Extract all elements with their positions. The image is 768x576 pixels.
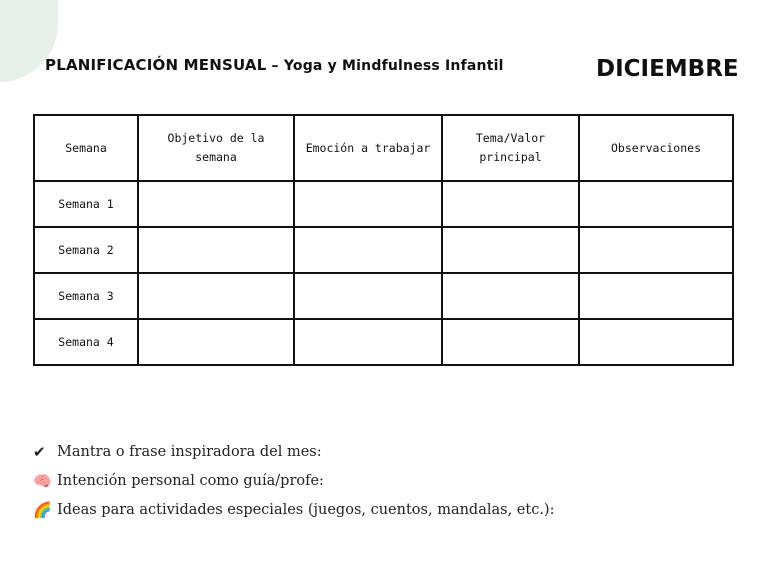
title-sub: – Yoga y Mindfulness Infantil [266, 58, 504, 74]
cell-emocion[interactable] [294, 273, 442, 319]
col-header-semana: Semana [34, 115, 138, 181]
cell-emocion[interactable] [294, 319, 442, 365]
col-header-observaciones: Observaciones [579, 115, 733, 181]
cell-tema[interactable] [442, 181, 579, 227]
page-title [45, 56, 504, 74]
col-header-tema: Tema/Valor principal [442, 115, 579, 181]
note-ideas [33, 495, 554, 524]
note-intencion [33, 466, 554, 495]
planning-table [33, 114, 734, 366]
table-row [34, 319, 733, 365]
check-icon: ✔ [33, 442, 46, 461]
note-text: Mantra o frase inspiradora del mes: [57, 443, 322, 460]
col-header-objetivo: Objetivo de la semana [138, 115, 294, 181]
notes-section [33, 437, 554, 524]
table-row [34, 273, 733, 319]
brain-icon: 🧠 [33, 471, 52, 490]
cell-objetivo[interactable] [138, 181, 294, 227]
note-text: Ideas para actividades especiales (juegos, cuentos, mandalas, etc.): [57, 501, 555, 518]
month-label: DICIEMBRE [596, 56, 739, 82]
table-row [34, 181, 733, 227]
cell-objetivo[interactable] [138, 227, 294, 273]
note-text: Intención personal como guía/profe: [57, 472, 324, 489]
cell-objetivo[interactable] [138, 273, 294, 319]
table-row [34, 227, 733, 273]
cell-observaciones[interactable] [579, 319, 733, 365]
cell-emocion[interactable] [294, 227, 442, 273]
title-main: PLANIFICACIÓN MENSUAL [45, 56, 267, 74]
cell-emocion[interactable] [294, 181, 442, 227]
cell-observaciones[interactable] [579, 181, 733, 227]
cell-tema[interactable] [442, 319, 579, 365]
row-label: Semana 2 [34, 227, 138, 273]
row-label: Semana 3 [34, 273, 138, 319]
rainbow-icon: 🌈 [33, 500, 52, 519]
col-header-emocion: Emoción a trabajar [294, 115, 442, 181]
cell-tema[interactable] [442, 227, 579, 273]
cell-objetivo[interactable] [138, 319, 294, 365]
cell-observaciones[interactable] [579, 227, 733, 273]
cell-tema[interactable] [442, 273, 579, 319]
row-label: Semana 4 [34, 319, 138, 365]
note-mantra [33, 437, 554, 466]
table-header-row [34, 115, 733, 181]
cell-observaciones[interactable] [579, 273, 733, 319]
row-label: Semana 1 [34, 181, 138, 227]
